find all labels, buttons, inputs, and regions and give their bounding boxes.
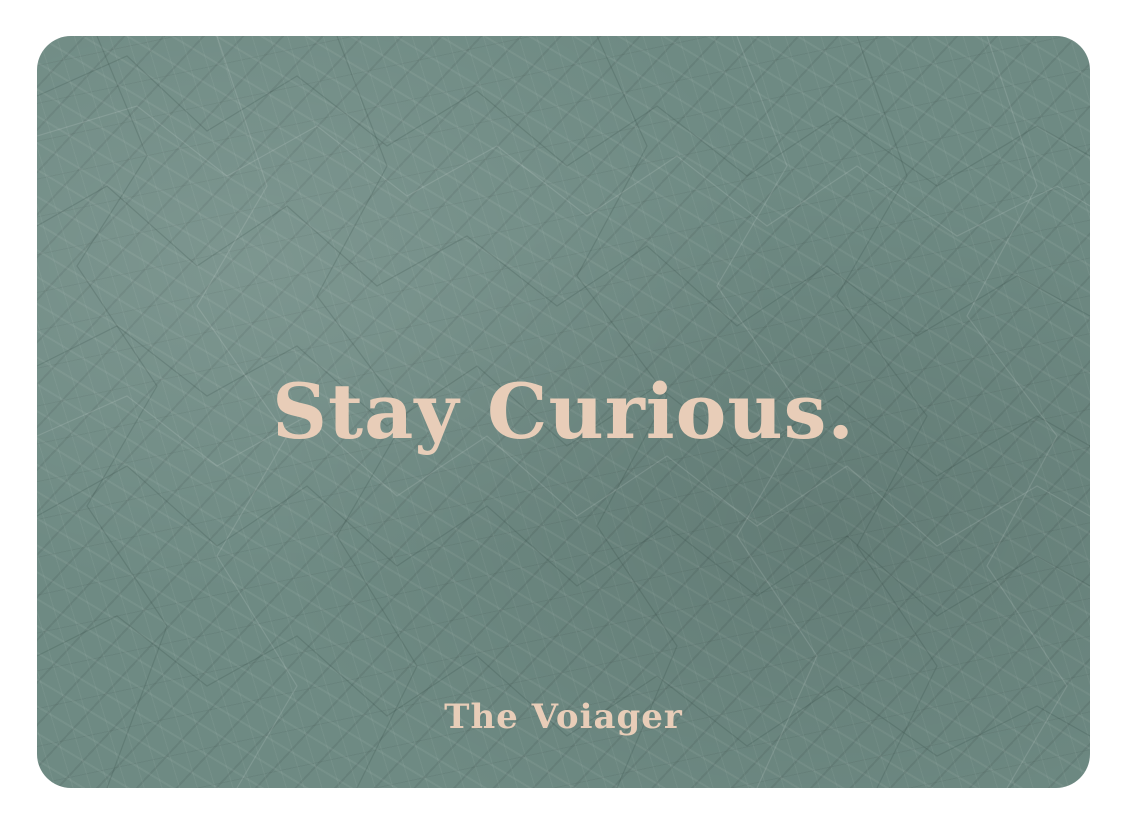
crumpled-paper-card bbox=[37, 36, 1090, 788]
brand-name: The Voiager bbox=[444, 697, 683, 737]
headline-text: Stay Curious. bbox=[272, 367, 855, 456]
